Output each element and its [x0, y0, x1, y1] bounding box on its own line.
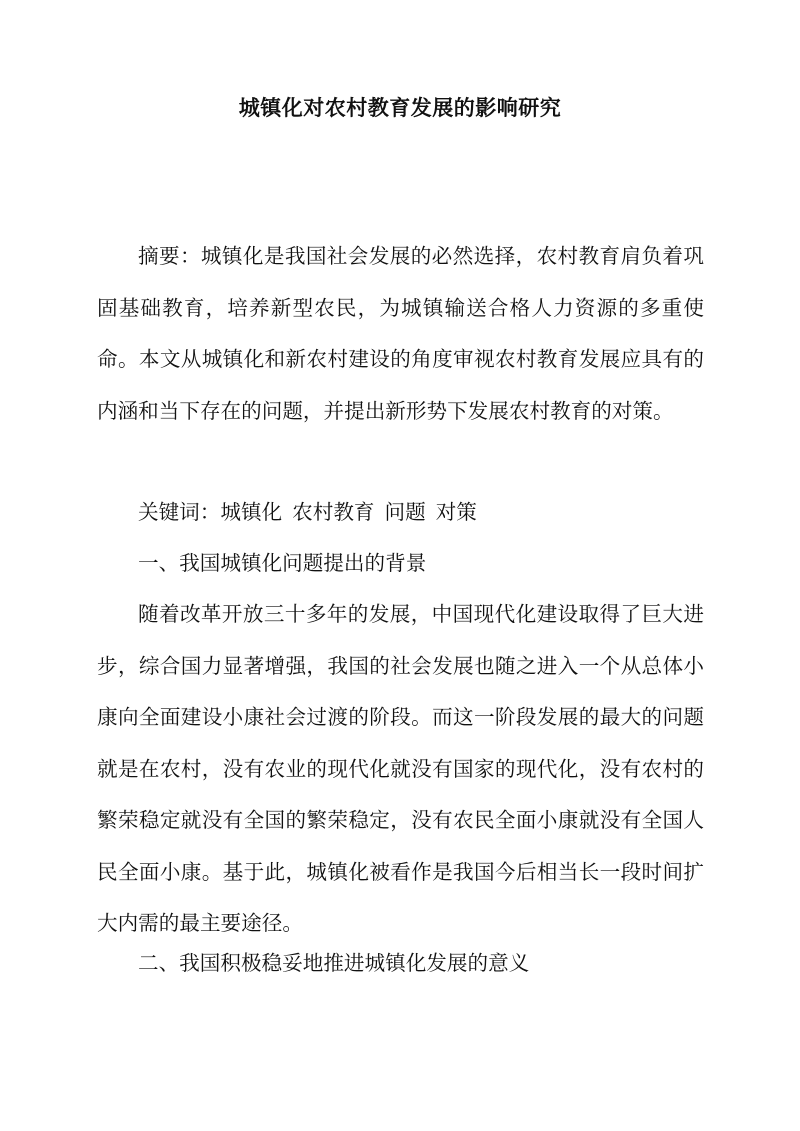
keyword-item: 城镇化 [220, 500, 283, 524]
keywords-label: 关键词： [138, 500, 221, 524]
section-heading: 二、我国积极稳妥地推进城镇化发展的意义 [138, 951, 530, 975]
abstract-paragraph: 摘要：城镇化是我国社会发展的必然选择，农村教育肩负着巩固基础教育，培养新型农民，为城镇输送合格人力资源的多重使命。本文从城镇化和新农村建设的角度审视农村教育发展应具有的内涵和当下存在的问题，并提出新形势下发展农村教育的对策。 [97, 244, 704, 423]
body-paragraph: 随着改革开放三十多年的发展，中国现代化建设取得了巨大进步，综合国力显著增强，我国的社会发展也随之进入一个从总体小康向全面建设小康社会过渡的阶段。而这一阶段发展的最大的问题就是在农村，没有农业的现代化就没有国家的现代化，没有农村的繁荣稳定就没有全国的繁荣稳定，没有农民全面小康就没有全国人民全面小康。基于此，城镇化被看作是我国今后相当长一段时间扩大内需的最主要途径。 [97, 602, 704, 935]
document-title: 城镇化对农村教育发展的影响研究 [238, 95, 562, 120]
keyword-item: 对策 [435, 500, 477, 524]
keywords-line [97, 487, 704, 539]
keyword-item: 问题 [384, 500, 426, 524]
section-heading: 一、我国城镇化问题提出的背景 [138, 551, 427, 575]
keyword-item: 农村教育 [292, 500, 375, 524]
